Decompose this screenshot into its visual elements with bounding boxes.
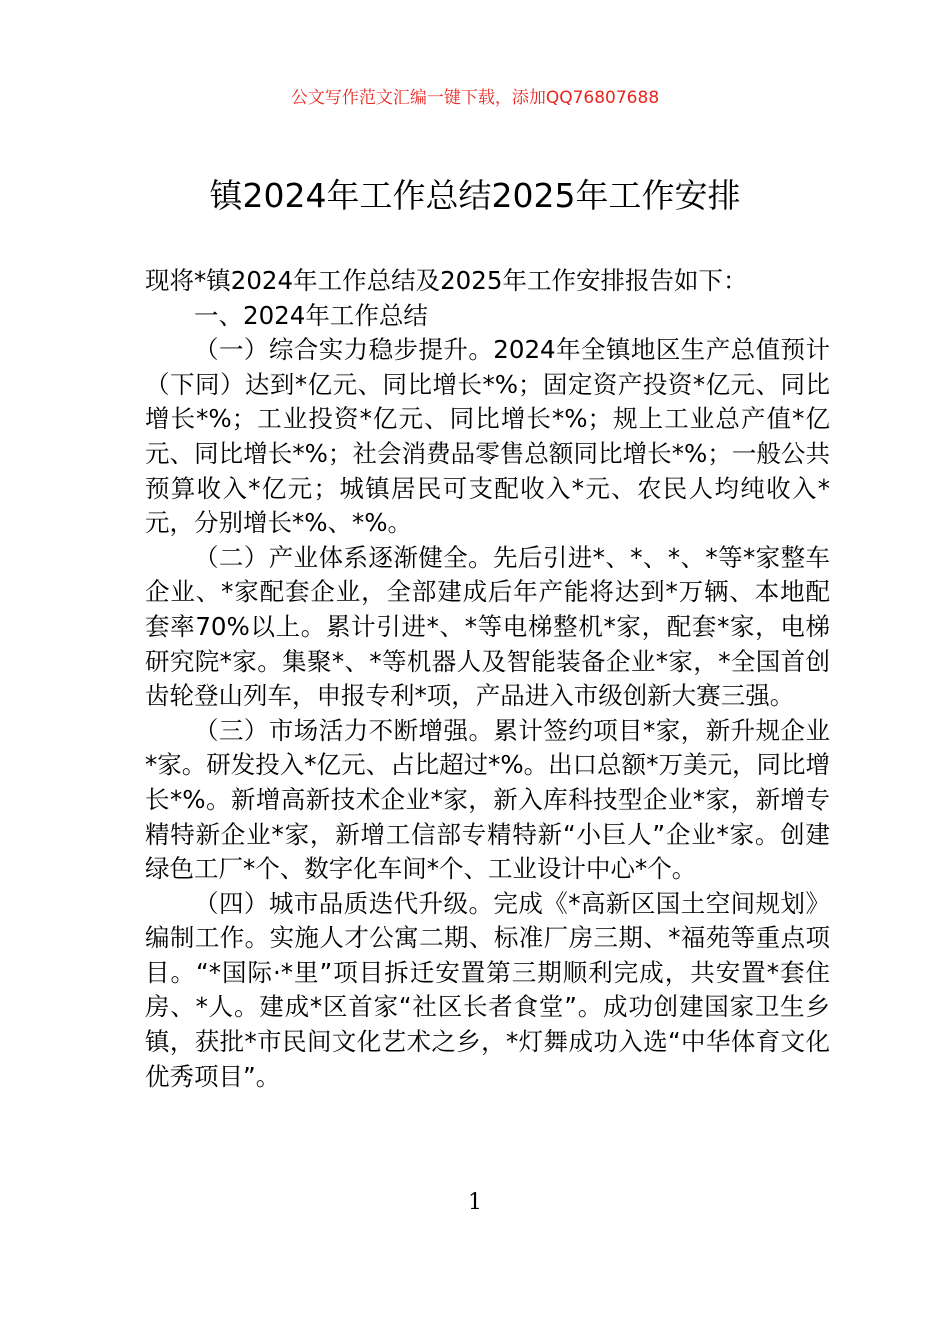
paragraph-2: （二）产业体系逐渐健全。先后引进*、*、*、*等*家整车企业、*家配套企业，全部建成后年产能将达到*万辆、本地配套率70%以上。累计引进*、*等电梯整机*家，配套*家，电梯研究院*家。集聚*、*等机器人及智能装备企业*家，*全国首创齿轮登山列车，申报专利*项，产品进入市级创新大赛三强。 (145, 542, 830, 711)
intro-paragraph: 现将*镇2024年工作总结及2025年工作安排报告如下： (145, 266, 748, 295)
download-banner: 公文写作范文汇编一键下载，添加QQ76807688 (290, 88, 660, 108)
section-heading: 一、2024年工作总结 (194, 300, 428, 330)
paragraph-4: （四）城市品质迭代升级。完成《*高新区国土空间规划》编制工作。实施人才公寓二期、标准厂房三期、*福苑等重点项目。“*国际·*里”项目拆迁安置第三期顺利完成，共安置*套住房、*人。建成*区首家“社区长者食堂”。成功创建国家卫生乡镇，获批*市民间文化艺术之乡，*灯舞成功入选“中华体育文化优秀项目”。 (145, 888, 830, 1091)
document-title: 镇2024年工作总结2025年工作安排 (209, 176, 741, 215)
document-body (145, 264, 830, 1094)
paragraph-3: （三）市场活力不断增强。累计签约项目*家，新升规企业*家。研发投入*亿元、占比超过*%。出口总额*万美元，同比增长*%。新增高新技术企业*家，新入库科技型企业*家，新增专精特新企业*家，新增工信部专精特新“小巨人”企业*家。创建绿色工厂*个、数字化车间*个、工业设计中心*个。 (145, 715, 830, 884)
paragraph-1: （一）综合实力稳步提升。2024年全镇地区生产总值预计（下同）达到*亿元、同比增长*%；固定资产投资*亿元、同比增长*%；工业投资*亿元、同比增长*%；规上工业总产值*亿元、同比增长*%；社会消费品零售总额同比增长*%；一般公共预算收入*亿元；城镇居民可支配收入*元、农民人均纯收入*元，分别增长*%、*%。 (145, 335, 830, 538)
page-number: 1 (468, 1190, 482, 1215)
